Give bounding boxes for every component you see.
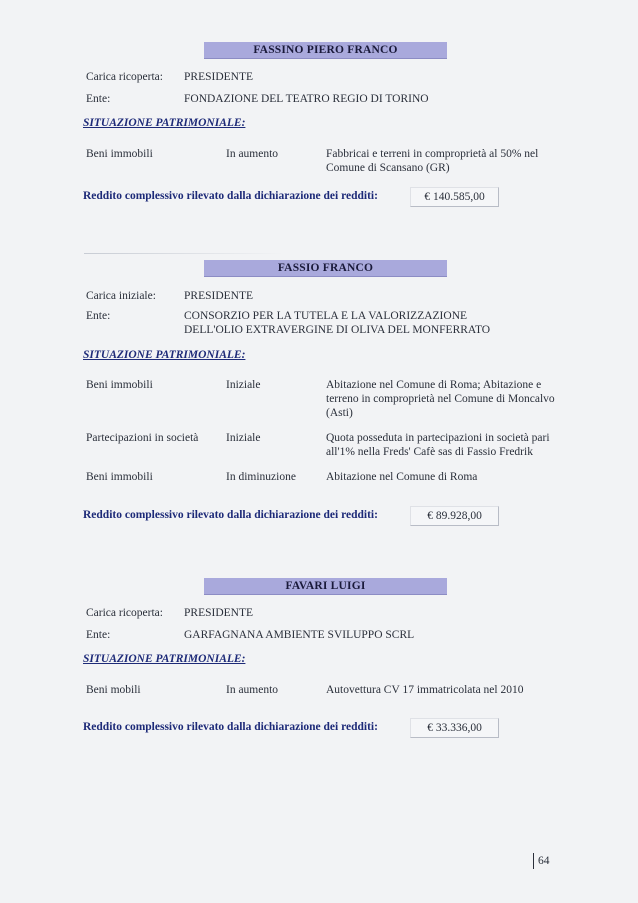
asset-type: Partecipazioni in società (86, 432, 199, 444)
role-value: PRESIDENTE (184, 71, 253, 83)
person-name-bar: FASSINO PIERO FRANCO (204, 42, 447, 59)
income-label: Reddito complessivo rilevato dalla dichiarazione dei redditi: (83, 190, 378, 202)
role-value: PRESIDENTE (184, 290, 253, 302)
asset-status: In aumento (226, 684, 279, 696)
entity-label: Ente: (86, 629, 111, 641)
person-name-bar: FASSIO FRANCO (204, 260, 447, 277)
role-value: PRESIDENTE (184, 607, 253, 619)
section-title: SITUAZIONE PATRIMONIALE: (83, 653, 246, 665)
asset-type: Beni immobili (86, 148, 153, 160)
asset-type: Beni mobili (86, 684, 141, 696)
income-label: Reddito complessivo rilevato dalla dichiarazione dei redditi: (83, 721, 378, 733)
divider (84, 253, 284, 254)
asset-type: Beni immobili (86, 471, 153, 483)
asset-description: Abitazione nel Comune di Roma (326, 471, 478, 483)
income-value: € 89.928,00 (410, 506, 499, 526)
page-number: 64 (533, 853, 550, 869)
section-title: SITUAZIONE PATRIMONIALE: (83, 349, 246, 361)
asset-type: Beni immobili (86, 379, 153, 391)
role-label: Carica ricoperta: (86, 71, 163, 83)
asset-description: Autovettura CV 17 immatricolata nel 2010 (326, 684, 524, 696)
asset-status: Iniziale (226, 432, 261, 444)
entity-label: Ente: (86, 93, 111, 105)
income-value: € 140.585,00 (410, 187, 499, 207)
person-name-bar: FAVARI LUIGI (204, 578, 447, 595)
entity-label: Ente: (86, 310, 111, 322)
asset-description: Quota posseduta in partecipazioni in società pari all'1% nella Freds' Cafè sas di Fassio Fredrik (326, 432, 550, 458)
asset-description: Fabbricai e terreni in comproprietà al 50% nel Comune di Scansano (GR) (326, 148, 539, 174)
asset-status: In aumento (226, 148, 279, 160)
income-label: Reddito complessivo rilevato dalla dichiarazione dei redditi: (83, 509, 378, 521)
section-title: SITUAZIONE PATRIMONIALE: (83, 117, 246, 129)
entity-value: FONDAZIONE DEL TEATRO REGIO DI TORINO (184, 93, 429, 105)
entity-value: GARFAGNANA AMBIENTE SVILUPPO SCRL (184, 629, 415, 641)
asset-status: Iniziale (226, 379, 261, 391)
role-label: Carica iniziale: (86, 290, 156, 302)
entity-value: CONSORZIO PER LA TUTELA E LA VALORIZZAZIONE DELL'OLIO EXTRAVERGINE DI OLIVA DEL MONFERRATO (184, 310, 491, 336)
asset-description: Abitazione nel Comune di Roma; Abitazione e terreno in comproprietà nel Comune di Moncalvo (Asti) (326, 379, 555, 419)
asset-status: In diminuzione (226, 471, 296, 483)
income-value: € 33.336,00 (410, 718, 499, 738)
role-label: Carica ricoperta: (86, 607, 163, 619)
